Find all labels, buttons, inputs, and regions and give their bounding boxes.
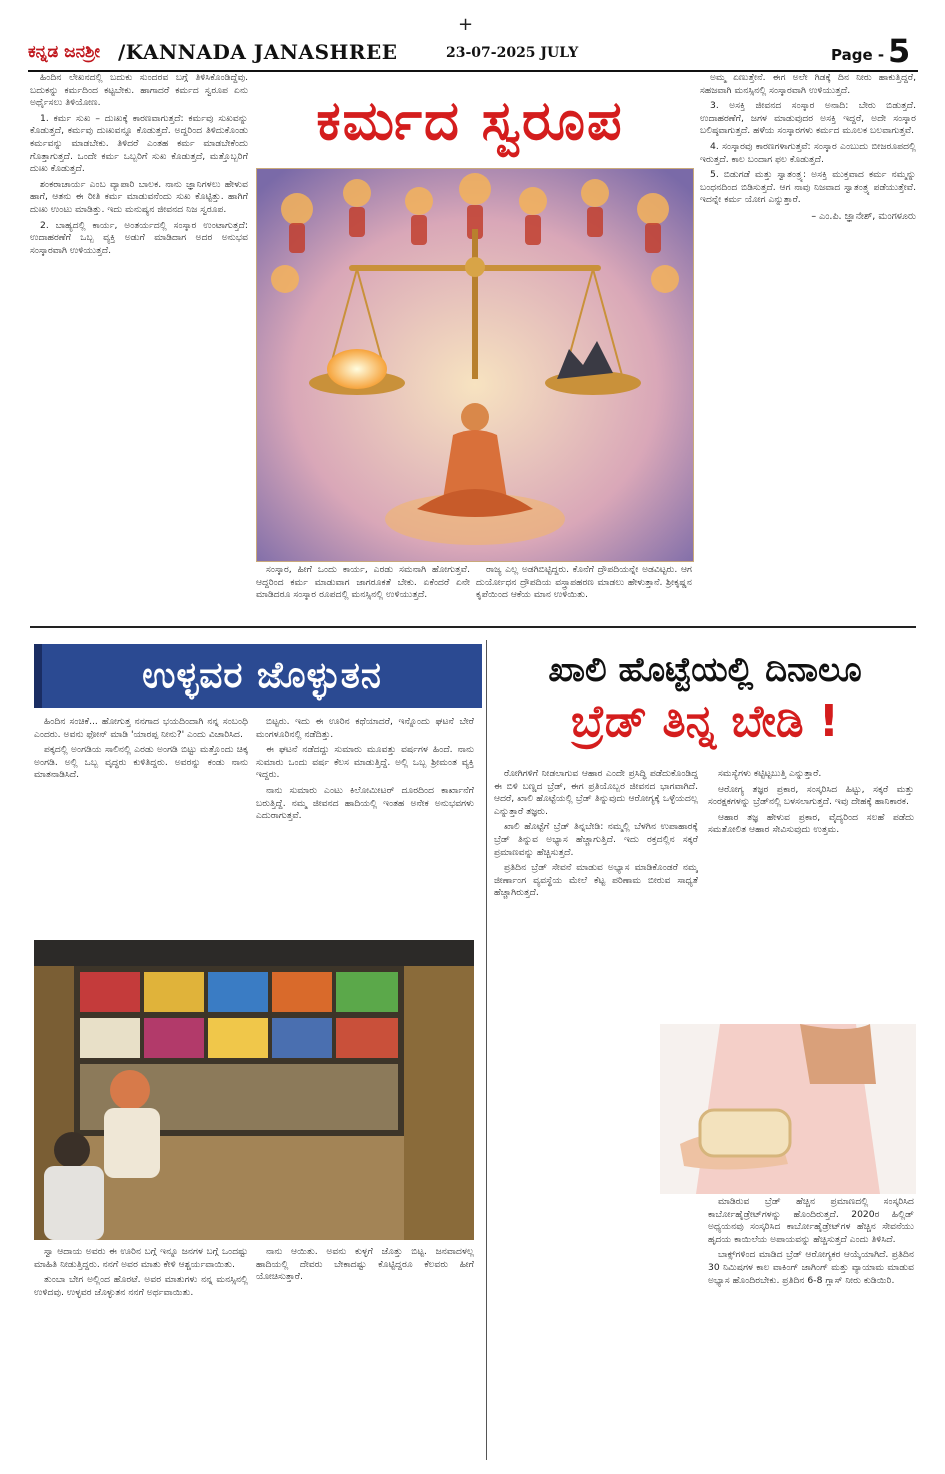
article2-column-bottom-b bbox=[256, 1246, 474, 1466]
article1-signature: – ಎಂ.ಪಿ. ಜ್ಞಾನೇಶ್, ಮಂಗಳೂರು bbox=[811, 210, 916, 222]
article1-column-right bbox=[700, 72, 916, 612]
article1-para: ಸಂಸ್ಕಾರ, ಹೀಗೆ ಒಂದು ಕಾರ್ಯ, ಎರಡು ಸಮನಾಗಿ ಹೋಗುತ್ತವೆ. ಆದ್ದರಿಂದ ಕರ್ಮ ಮಾಡುವಾಗ ಜಾಗರೂಕತೆ ಬೇಕು. ಏಕೆಂದರೆ ಏನೇ ಮಾಡಿದರೂ ಸಂಸ್ಕಾರ ರೂಪದಲ್ಲಿ ಮನಸ್ಸಿನಲ್ಲಿ ಉಳಿಯುತ್ತದೆ. bbox=[256, 564, 470, 601]
article2-para: ಹಿಂದಿನ ಸಂಚಿಕೆ... ಹೋಗುತ್ತ ನನಗಾದ ಭಯದಿಂದಾಗಿ ನನ್ನ ಸಂಬಂಧಿ ಎಂದರು. ಅವನು ಫೋನ್ ಮಾಡಿ 'ಯಾರಪ್ಪ ನೀನು?' ಎಂದು ವಿಚಾರಿಸಿದ. bbox=[34, 716, 248, 740]
article1-para: ರಾಜ್ಯ ಎಲ್ಲ ಅಡಗಿಬಿಟ್ಟಿದ್ದರು. ಕೊನೆಗೆ ದ್ರೌಪದಿಯನ್ನೇ ಅಡವಿಟ್ಟರು. ಆಗ ದುರ್ಯೋಧನ ದ್ರೌಪದಿಯ ವಸ್ತ್ರಾಪಹರಣ ಮಾಡಲು ಹೇಳುತ್ತಾನೆ. ಶ್ರೀಕೃಷ್ಣನ ಕೃಪೆಯಿಂದ ಆಕೆಯ ಮಾನ ಉಳಿಯಿತು. bbox=[476, 564, 692, 601]
article3-para: ಪ್ರತಿದಿನ ಬ್ರೆಡ್ ಸೇವನೆ ಮಾಡುವ ಅಭ್ಯಾಸ ಮಾಡಿಕೊಂಡರೆ ನಮ್ಮ ಜೀರ್ಣಾಂಗ ವ್ಯವಸ್ಥೆಯ ಮೇಲೆ ಕೆಟ್ಟ ಪರಿಣಾಮ ಬೀರುವ ಸಾಧ್ಯತೆ ಹೆಚ್ಚಾಗಿರುತ್ತದೆ. bbox=[494, 862, 698, 899]
shopkeeper-stall-photo bbox=[34, 940, 474, 1240]
article1-column-bottom-b bbox=[476, 564, 692, 624]
article3-column-right bbox=[708, 768, 914, 1018]
article1-para: ಅಮ್ಮ ಏಣುತ್ತೇನೆ. ಈಗ ಅಲೇ ಗಿಡಕ್ಕೆ ದಿನ ನೀರು ಹಾಕುತ್ತಿದ್ದರೆ, ಸಹಜವಾಗಿ ಮನಸ್ಸಿನಲ್ಲಿ ಸಂಸ್ಕಾರವಾಗಿ ಉಳಿಯುತ್ತದೆ. bbox=[700, 72, 916, 96]
article1-para: 4. ಸಂಸ್ಕಾರವು ಕಾರಣಗಳಾಗುತ್ತವೆ: ಸಂಸ್ಕಾರ ಎಂಬುದು ಬೀಜರೂಪದಲ್ಲಿ ಇರುತ್ತದೆ. ಕಾಲ ಬಂದಾಗ ಫಲ ಕೊಡುತ್ತದೆ. bbox=[700, 140, 916, 165]
article1-headline: ಕರ್ಮದ ಸ್ವರೂಪ bbox=[316, 89, 624, 152]
balance-scale-meditation-illustration bbox=[256, 168, 694, 562]
brand-kannada: ಕನ್ನಡ ಜನಶ್ರೀ bbox=[28, 42, 100, 62]
article1-para: 2. ಬಾಹ್ಯದಲ್ಲಿ ಕಾರ್ಯ, ಅಂತರ್ಯದಲ್ಲಿ ಸಂಸ್ಕಾರ ಉಂಟಾಗುತ್ತದೆ: ಉದಾಹರಣೆಗೆ ಒಬ್ಬ ವ್ಯಕ್ತಿ ಅಡುಗೆ ಮಾಡಿದಾಗ ಅದರ ಅನುಭವ ಸಂಸ್ಕಾರವಾಗಿ ಉಳಿಯುತ್ತದೆ. bbox=[30, 219, 248, 256]
article3-para: ಬಾಕ್ಸ್‌ಗಳಿಂದ ಮಾಡಿದ ಬ್ರೆಡ್ ಆರೋಗ್ಯಕರ ಆಯ್ಕೆಯಾಗಿದೆ. ಪ್ರತಿದಿನ 30 ನಿಮಿಷಗಳ ಕಾಲ ವಾಕಿಂಗ್ ಜಾಗಿಂಗ್ ಮತ್ತು ವ್ಯಾಯಾಮ ಮಾಡುವ ಅಭ್ಯಾಸ ಹೊಂದಿರಬೇಕು. ಪ್ರತಿದಿನ 6-8 ಗ್ಲಾಸ್ ನೀರು ಕುಡಿಯಿರಿ. bbox=[708, 1249, 914, 1286]
article2-headline-banner bbox=[34, 644, 482, 708]
article1-column-bottom-a bbox=[256, 564, 470, 624]
article2-para: ಈ ಘಟನೆ ನಡೆದದ್ದು ಸುಮಾರು ಮೂವತ್ತು ವರ್ಷಗಳ ಹಿಂದೆ. ನಾನು ಸುಮಾರು ಒಂದು ವರ್ಷ ಕೆಲಸ ಮಾಡುತ್ತಿದ್ದೆ. ಅಲ್ಲಿ ಒಬ್ಬ ಶ್ರೀಮಂತ ವ್ಯಕ್ತಿ ಇದ್ದರು. bbox=[256, 744, 474, 781]
article1-para: 3. ಅಸಕ್ತಿ ಜೀವನದ ಸಂಸ್ಕಾರ ಅನಾದಿ: ಬೇರು ಬಿಡುತ್ತದೆ. ಉದಾಹರಣೆಗೆ, ಜಗಳ ಮಾಡುವುದರ ಅಸಕ್ತಿ ಇದ್ದರೆ, ಅದೇ ಸಂಸ್ಕಾರ ಬಲಿಷ್ಠವಾಗುತ್ತದೆ. ಹಳೆಯ ಸಂಸ್ಕಾರಗಳು ಕರ್ಮದ ಮೂಲಕ ಬಲವಾಗುತ್ತವೆ. bbox=[700, 100, 916, 137]
article1-para: 1. ಕರ್ಮ ಸುಖ – ದುಃಖಕ್ಕೆ ಕಾರಣವಾಗುತ್ತದೆ: ಕರ್ಮವು ಸುಖವನ್ನು ಕೊಡುತ್ತದೆ, ಕರ್ಮವು ದುಃಖವನ್ನೂ ಕೊಡುತ್ತದೆ. ಅದ್ದರಿಂದ ತಿಳಿದುಕೊಂಡು ಕರ್ಮವನ್ನು ಮಾಡಬೇಕು. ತಿಳಿದರೆ ಎಂತಹ ಕರ್ಮ ಮಾಡಬೇಕೆಂದು ಗೊತ್ತಾಗುತ್ತದೆ. ಒಂದೇ ಕರ್ಮ ಒಬ್ಬರಿಗೆ ಸುಖ ಕೊಡುತ್ತದೆ, ಮತ್ತೊಬ್ಬರಿಗೆ ದುಃಖ ಕೊಡುತ್ತದೆ. bbox=[30, 112, 248, 175]
article2-para: ನಾನು ಆಯಿತು. ಅವನು ಕುಳ್ಳಗೆ ಜೊತ್ತು ಬಿಟ್ಟ. ಜನವಾದಳಲ್ಲ ಹಾದಿಯಲ್ಲಿ ದೇವರು ಬೇಕಾದಷ್ಟು ಕೊಟ್ಟಿದ್ದರೂ ಕೆಲವರು ಹೀಗೆ ಯೋಚಿಸುತ್ತಾರೆ. bbox=[256, 1246, 474, 1283]
article3-para: ಸಮಸ್ಯೆಗಳು ಕಟ್ಟಿಟ್ಟಬುತ್ತಿ ಎನ್ನುತ್ತಾರೆ. bbox=[718, 768, 822, 779]
article2-column-bottom-a bbox=[34, 1246, 248, 1466]
article3-para: ಆರೋಗ್ಯ ತಜ್ಞರ ಪ್ರಕಾರ, ಸಂಸ್ಕರಿಸಿದ ಹಿಟ್ಟು, ಸಕ್ಕರೆ ಮತ್ತು ಸಂರಕ್ಷಕಗಳನ್ನು ಬ್ರೆಡ್‌ನಲ್ಲಿ ಬಳಸಲಾಗುತ್ತದೆ. ಇವು ದೇಹಕ್ಕೆ ಹಾನಿಕಾರಕ. bbox=[708, 783, 914, 808]
column-divider bbox=[486, 640, 487, 1460]
article3-para: ಖಾಲಿ ಹೊಟ್ಟೆಗೆ ಬ್ರೆಡ್ ತಿನ್ನಬೇಡಿ: ನಮ್ಮಲ್ಲಿ ಬೆಳಗಿನ ಉಪಾಹಾರಕ್ಕೆ ಬ್ರೆಡ್ ತಿನ್ನುವ ಅಭ್ಯಾಸ ಹೆಚ್ಚಾಗುತ್ತಿದೆ. ಇದು ರಕ್ತದಲ್ಲಿನ ಸಕ್ಕರೆ ಪ್ರಮಾಣವನ್ನು ಹೆಚ್ಚಿಸುತ್ತದೆ. bbox=[494, 821, 698, 858]
hand-holding-bread-photo bbox=[660, 1024, 916, 1194]
article2-column-right bbox=[256, 716, 474, 936]
article1-para: 5. ಬಿಡುಗಡೆ ಮತ್ತು ಸ್ವಾತಂತ್ರ್ಯ: ಅಸಕ್ತಿ ಮುಕ್ತವಾದ ಕರ್ಮ ನಮ್ಮನ್ನು ಬಂಧನದಿಂದ ಬಿಡಿಸುತ್ತದೆ. ಆಗ ನಾವು ನಿಜವಾದ ಸ್ವಾತಂತ್ರ್ಯ ಪಡೆಯುತ್ತೇವೆ. ಇದನ್ನೇ ಕರ್ಮ ಯೋಗ ಎನ್ನುತ್ತಾರೆ. bbox=[700, 169, 916, 206]
brand-english: /KANNADA JANASHREE bbox=[118, 40, 398, 64]
article3-headline-line2: ಬ್ರೆಡ್ ತಿನ್ನ ಬೇಡಿ ! bbox=[571, 696, 839, 747]
article3-para: ಆಹಾರ ತಜ್ಞ ಹೇಳುವ ಪ್ರಕಾರ, ವೈದ್ಯರಿಂದ ಸಲಹೆ ಪಡೆದು ಸಮತೋಲಿತ ಆಹಾರ ಸೇವಿಸುವುದು ಉತ್ತಮ. bbox=[708, 811, 914, 836]
article3-para: ಮಾಡಿರುವ ಬ್ರೆಡ್ ಹೆಚ್ಚಿನ ಪ್ರಮಾಣದಲ್ಲಿ ಸಂಸ್ಕರಿಸಿದ ಕಾರ್ಬೋಹೈಡ್ರೇಟ್‌ಗಳನ್ನು ಹೊಂದಿರುತ್ತದೆ. 2020ರ ಹಿಲ್ಲಿಡ್ ಅಧ್ಯಯನವು ಸಂಸ್ಕರಿಸಿದ ಕಾರ್ಬೋಹೈಡ್ರೇಟ್‌ಗಳ ಹೆಚ್ಚಿನ ಸೇವನೆಯು ಹೃದಯ ಕಾಯಿಲೆಯ ಅಪಾಯವನ್ನು ಹೆಚ್ಚಿಸುತ್ತದೆ ಎಂದು ತಿಳಿಸಿದೆ. bbox=[708, 1196, 914, 1245]
article2-headline: ಉಳ್ಳವರ ಜೊಳ್ಳುತನ bbox=[142, 655, 382, 696]
page-label: Page - bbox=[831, 46, 885, 64]
section-divider bbox=[30, 626, 916, 628]
article3-headline-line1: ಖಾಲಿ ಹೊಟ್ಟೆಯಲ್ಲಿ ದಿನಾಲೂ bbox=[548, 650, 862, 690]
issue-date: 23-07-2025 JULY bbox=[446, 45, 579, 61]
page-number: 5 bbox=[888, 32, 911, 70]
article2-para: ಬಿಟ್ಟರು. ಇದು ಈ ಊರಿನ ಕಥೆಯಾದರೆ, ಇನ್ನೊಂದು ಘಟನೆ ಬೇರೆ ಮಂಗಳೂರಿನಲ್ಲಿ ನಡೆದಿತ್ತು. bbox=[256, 716, 474, 740]
article1-para: ಶಂಕರಾಚಾರ್ಯ ಎಂಬ ವ್ಯಾಪಾರಿ ಬಾಲಕ. ನಾನು ಜ್ಞಾನಿಗಳಲು ಹೇಳುವ ಹಾಗೆ, ಆತನು ಈ ರೀತಿ ಕರ್ಮ ಮಾಡುವನೆಂದು ಸುಖ ಕೊಟ್ಟಿತ್ತು. ಹಾಗಿಗೆ ದುಃಖ ಉಂಟು ಮಾಡಿತ್ತು. ಇದು ಮನುಷ್ಯನ ಜೀವನದ ನಿಜ ಸ್ವರೂಪ. bbox=[30, 178, 248, 215]
article2-para: ಸ್ವಾ ಆದಾಯ ಅವರು ಈ ಊರಿನ ಬಗ್ಗೆ ಇನ್ನೂ ಜನಗಳ ಬಗ್ಗೆ ಒಂದಷ್ಟು ಮಾಹಿತಿ ನೀಡುತ್ತಿದ್ದರು. ನನಗೆ ಅವರ ಮಾತು ಕೇಳಿ ಆಶ್ಚರ್ಯವಾಯಿತು. bbox=[34, 1246, 248, 1270]
article2-para: ನಾನು ಸುಮಾರು ಎಂಟು ಕಿಲೋಮೀಟರ್ ದೂರದಿಂದ ಕಾರ್ಖಾನೆಗೆ ಬರುತ್ತಿದ್ದೆ. ನಮ್ಮ ಜೀವನದ ಹಾದಿಯಲ್ಲಿ ಇಂತಹ ಅನೇಕ ಅನುಭವಗಳು ಎದುರಾಗುತ್ತವೆ. bbox=[256, 784, 474, 822]
article1-column-left bbox=[30, 72, 248, 622]
article1-para: ಹಿಂದಿನ ಲೇಖನದಲ್ಲಿ ಬದುಕು ಸುಂದರವ ಬಗ್ಗೆ ತಿಳಿಸಿಕೊಂಡಿದ್ದೆವು. ಬದುಕನ್ನು ಕರ್ಮದಿಂದ ಕಟ್ಟಬೇಕು. ಹಾಗಾದರೆ ಕರ್ಮದ ಸ್ವರೂಪ ಏನು ಅರ್ಥೈಸಲು ತಿಳಿಯೋಣ. bbox=[30, 72, 248, 109]
masthead bbox=[28, 32, 918, 72]
article3-column-bottom-right bbox=[708, 1196, 914, 1462]
article2-column-left bbox=[34, 716, 248, 936]
article2-para: ತುಂಬಾ ಬೇಗ ಅಲ್ಲಿಂದ ಹೊರಟೆ. ಅವರ ಮಾತುಗಳು ನನ್ನ ಮನಸ್ಸಿನಲ್ಲಿ ಉಳಿದವು. ಉಳ್ಳವರ ಜೊಳ್ಳುತನ ನನಗೆ ಅರ್ಥವಾಯಿತು. bbox=[34, 1274, 248, 1298]
article2-para: ಪಕ್ಕದಲ್ಲಿ ಅಂಗಡಿಯ ಸಾಲಿನಲ್ಲಿ ಎರಡು ಅಂಗಡಿ ಬಿಟ್ಟು ಮತ್ತೊಂದು ಚಿಕ್ಕ ಅಂಗಡಿ. ಅಲ್ಲಿ ಒಬ್ಬ ವೃದ್ಧರು ಕುಳಿತಿದ್ದರು. ಅವರನ್ನು ಕಂಡು ನಾನು ಮಾತನಾಡಿಸಿದೆ. bbox=[34, 744, 248, 781]
article3-para: ರೋಗಿಗಳಿಗೆ ನೀಡಲಾಗುವ ಆಹಾರ ಎಂದೇ ಪ್ರಸಿದ್ಧಿ ಪಡೆದುಕೊಂಡಿದ್ದ ಈ ಬಿಳಿ ಬಣ್ಣದ ಬ್ರೆಡ್, ಈಗ ಪ್ರತಿಯೊಬ್ಬರ ಜೀವನದ ಭಾಗವಾಗಿದೆ. ಆದರೆ, ಖಾಲಿ ಹೊಟ್ಟೆಯಲ್ಲಿ ಬ್ರೆಡ್ ತಿನ್ನುವುದು ಆರೋಗ್ಯಕ್ಕೆ ಒಳ್ಳೆಯದಲ್ಲ ಎನ್ನುತ್ತಾರೆ ತಜ್ಞರು. bbox=[494, 768, 698, 817]
crop-mark: + bbox=[458, 14, 474, 35]
